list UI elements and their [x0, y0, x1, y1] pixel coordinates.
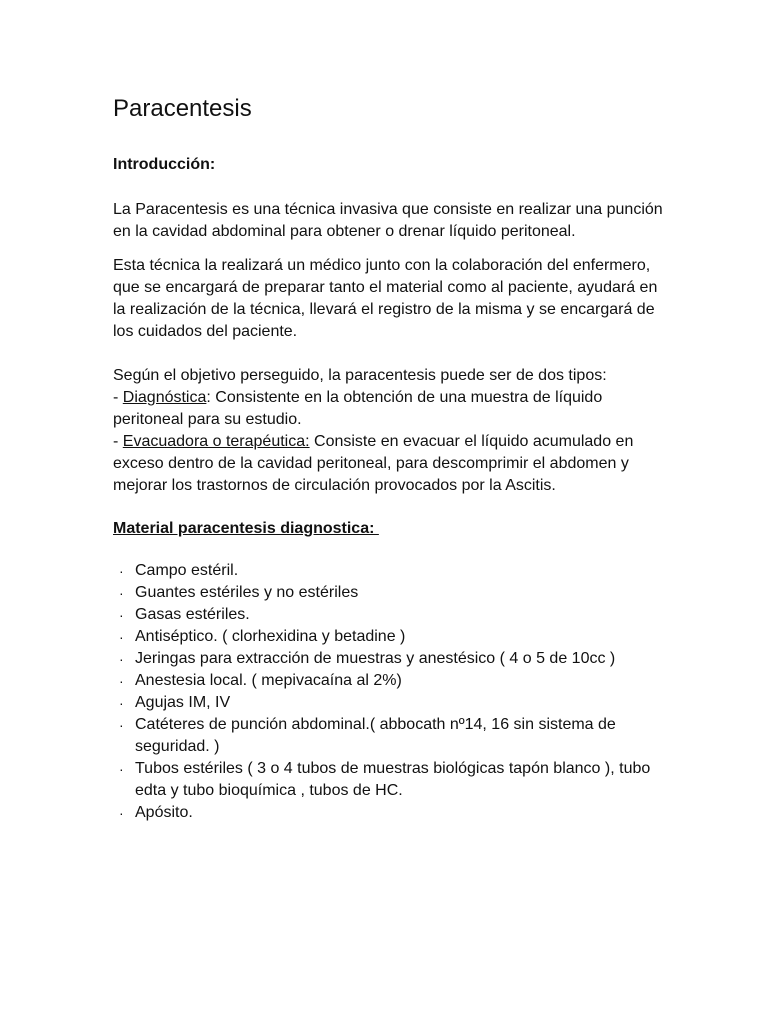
list-item-text: Catéteres de punción abdominal.( abbocath nº14, 16 sin sistema de seguridad. ): [135, 716, 616, 755]
bullet-dot: ·: [119, 651, 124, 667]
list-item-text: Campo estéril.: [135, 562, 239, 579]
list-item: [113, 604, 673, 626]
intro-paragraph-1: La Paracentesis es una técnica invasiva que consiste en realizar una punción en la cavidad abdominal para obtener o drenar líquido peritoneal.: [113, 201, 663, 240]
list-item: [113, 560, 673, 582]
bullet-dot: ·: [119, 717, 124, 733]
intro-heading: Introducción:: [113, 156, 216, 173]
list-item: [113, 714, 673, 758]
type-evacuadora: [113, 431, 673, 497]
document-content: [113, 94, 673, 824]
list-item: [113, 626, 673, 648]
list-item-text: Anestesia local. ( mepivacaína al 2%): [135, 672, 402, 689]
list-item-text: Gasas estériles.: [135, 606, 250, 623]
list-item-text: Apósito.: [135, 804, 193, 821]
list-item: [113, 692, 673, 714]
types-block: [113, 365, 673, 497]
bullet-dot: ·: [119, 761, 124, 777]
list-item: [113, 582, 673, 604]
type-prefix: -: [113, 433, 123, 450]
material-heading: Material paracentesis diagnostica:: [113, 520, 379, 537]
bullet-dot: ·: [119, 629, 124, 645]
list-item-text: Guantes estériles y no estériles: [135, 584, 359, 601]
bullet-dot: ·: [119, 607, 124, 623]
bullet-dot: ·: [119, 563, 124, 579]
bullet-dot: ·: [119, 805, 124, 821]
type-term: Diagnóstica: [122, 389, 207, 406]
type-description: Consiste en evacuar el líquido acumulado en exceso dentro de la cavidad peritoneal, para descomprimir el abdomen y mejorar los trastornos de circulación provocados por la Ascitis.: [113, 433, 634, 494]
bullet-dot: ·: [119, 673, 124, 689]
list-item: [113, 648, 673, 670]
document-title: Paracentesis: [113, 95, 252, 122]
type-term: Evacuadora o terapéutica:: [122, 433, 310, 450]
list-item-text: Antiséptico. ( clorhexidina y betadine ): [135, 628, 406, 645]
material-list: [113, 560, 673, 824]
list-item: [113, 758, 673, 802]
types-lead: Según el objetivo perseguido, la paracentesis puede ser de dos tipos:: [113, 367, 607, 384]
list-item-text: Agujas IM, IV: [135, 694, 231, 711]
list-item-text: Jeringas para extracción de muestras y anestésico ( 4 o 5 de 10cc ): [135, 650, 616, 667]
bullet-dot: ·: [119, 695, 124, 711]
list-item: [113, 670, 673, 692]
type-diagnostica: [113, 387, 673, 431]
type-prefix: -: [113, 389, 123, 406]
list-item-text: Tubos estériles ( 3 o 4 tubos de muestras biológicas tapón blanco ), tubo edta y tubo bioquímica , tubos de HC.: [135, 760, 651, 799]
intro-paragraph-2: Esta técnica la realizará un médico junto con la colaboración del enfermero, que se encargará de preparar tanto el material como al paciente, ayudará en la realización de la técnica, llevará el registro de la misma y se encargará de los cuidados del paciente.: [113, 257, 658, 340]
bullet-dot: ·: [119, 585, 124, 601]
list-item: [113, 802, 673, 824]
type-description: : Consistente en la obtención de una muestra de líquido peritoneal para su estudio.: [113, 389, 603, 428]
